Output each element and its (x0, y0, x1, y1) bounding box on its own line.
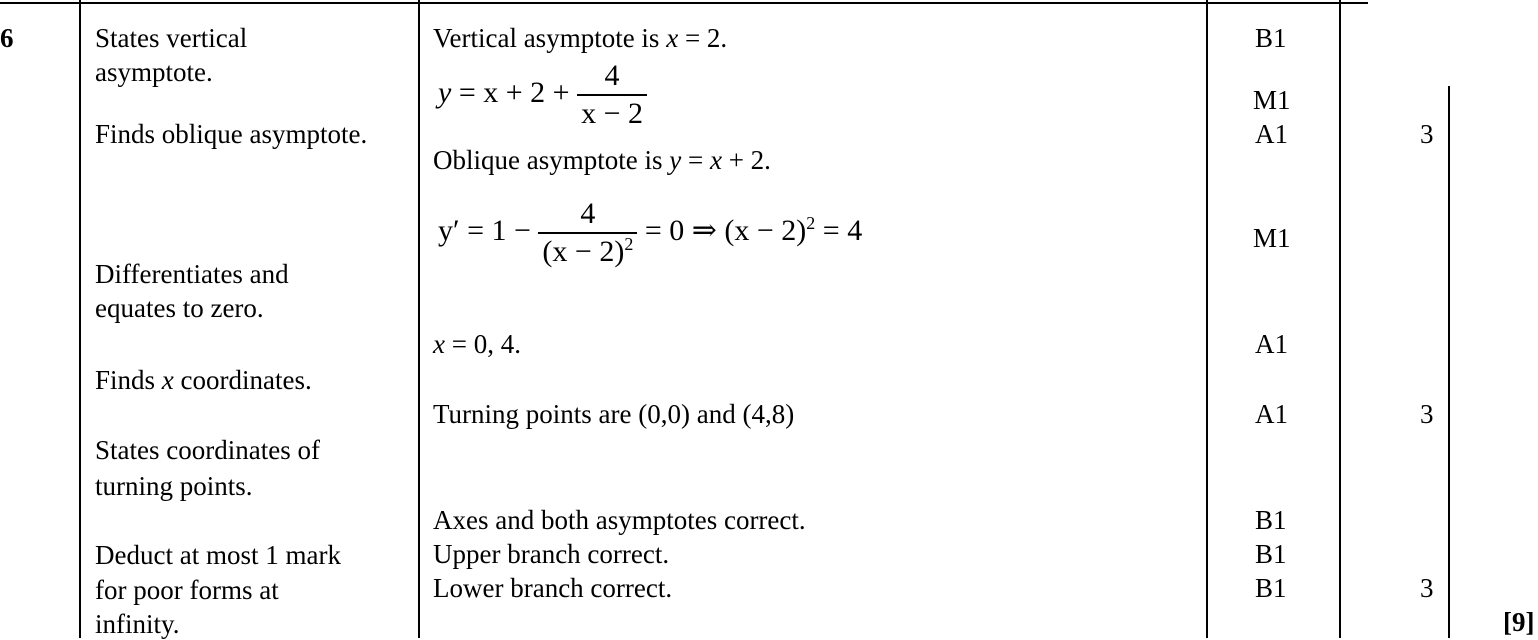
answer-oblique (433, 144, 771, 176)
eq2-numerator: 4 (580, 197, 596, 230)
col-divider-3 (1206, 0, 1208, 638)
guidance-vert-2: asymptote. (95, 57, 213, 87)
eq2-fraction (538, 196, 637, 270)
guidance-xcoord-x: x (161, 365, 174, 395)
guidance-xcoord-a: Finds (95, 365, 162, 395)
eq2-lhs: y′ = 1 − (438, 213, 539, 247)
answer-xvals (433, 328, 521, 360)
equation-oblique (438, 58, 647, 132)
mark-b1-vert: B1 (1255, 23, 1287, 53)
answer-axes: Axes and both asymptotes correct. (433, 505, 806, 535)
total-2: 3 (1420, 399, 1434, 429)
mark-m1-diff: M1 (1253, 223, 1291, 253)
guidance-oblique: Finds oblique asymptote. (95, 119, 368, 149)
eq1-y: y (438, 75, 452, 109)
col-divider-1 (79, 0, 81, 638)
col-divider-4 (1339, 0, 1341, 638)
answer-vert (433, 22, 727, 54)
guidance-xcoord-b: coordinates. (173, 365, 312, 395)
guidance-turning-1: States coordinates of (95, 435, 320, 465)
answer-upper: Upper branch correct. (433, 539, 670, 569)
guidance-vert-1: States vertical (95, 23, 248, 53)
answer-vert-b: = 2. (678, 23, 728, 53)
answer-oblique-b: = (681, 145, 710, 175)
eq1-denominator: x − 2 (577, 94, 647, 132)
mark-a1-tp: A1 (1255, 399, 1288, 429)
guidance-xcoord (95, 364, 312, 396)
eq2-den-exponent: 2 (624, 234, 634, 254)
guidance-turning-2: turning points. (95, 471, 253, 501)
eq2-rhs-exponent: 2 (806, 212, 816, 233)
eq1-mid: = x + 2 + (451, 75, 578, 109)
mark-b1-axes: B1 (1255, 505, 1287, 535)
eq1-numerator: 4 (604, 59, 620, 92)
answer-oblique-y: y (669, 145, 682, 175)
mark-b1-upper: B1 (1255, 539, 1287, 569)
mark-b1-lower: B1 (1255, 573, 1287, 603)
eq2-rhs: = 0 ⇒ (x − 2) (637, 213, 807, 247)
guidance-diff-2: equates to zero. (95, 293, 264, 323)
eq1-fraction (577, 58, 647, 132)
mark-a1-obl: A1 (1255, 119, 1288, 149)
answer-xvals-x: x (433, 329, 445, 359)
guidance-deduct-3: infinity. (95, 609, 180, 639)
eq2-denominator (538, 232, 637, 270)
guidance-deduct-2: for poor forms at (95, 575, 279, 605)
answer-lower: Lower branch correct. (433, 573, 673, 603)
equation-derivative (438, 196, 862, 270)
answer-oblique-a: Oblique asymptote is (433, 145, 670, 175)
col-divider-5 (1448, 86, 1450, 638)
eq2-den-base: (x − 2) (542, 235, 625, 268)
eq2-rhs-end: = 4 (815, 213, 863, 247)
question-number: 6 (0, 23, 14, 53)
total-1: 3 (1420, 119, 1434, 149)
answer-turning: Turning points are (0,0) and (4,8) (433, 399, 795, 429)
answer-oblique-x: x (709, 145, 722, 175)
guidance-deduct-1: Deduct at most 1 mark (95, 540, 341, 570)
col-divider-2 (418, 0, 420, 638)
total-3: 3 (1420, 573, 1434, 603)
guidance-diff-1: Differentiates and (95, 259, 289, 289)
answer-vert-a: Vertical asymptote is (433, 23, 667, 53)
top-rule (0, 2, 1368, 4)
mark-a1-x: A1 (1255, 329, 1288, 359)
answer-oblique-c: + 2. (721, 145, 771, 175)
answer-xvals-b: = 0, 4. (444, 329, 521, 359)
mark-m1-obl: M1 (1253, 85, 1291, 115)
answer-vert-x: x (666, 23, 679, 53)
grand-total: [9] (1503, 607, 1535, 637)
